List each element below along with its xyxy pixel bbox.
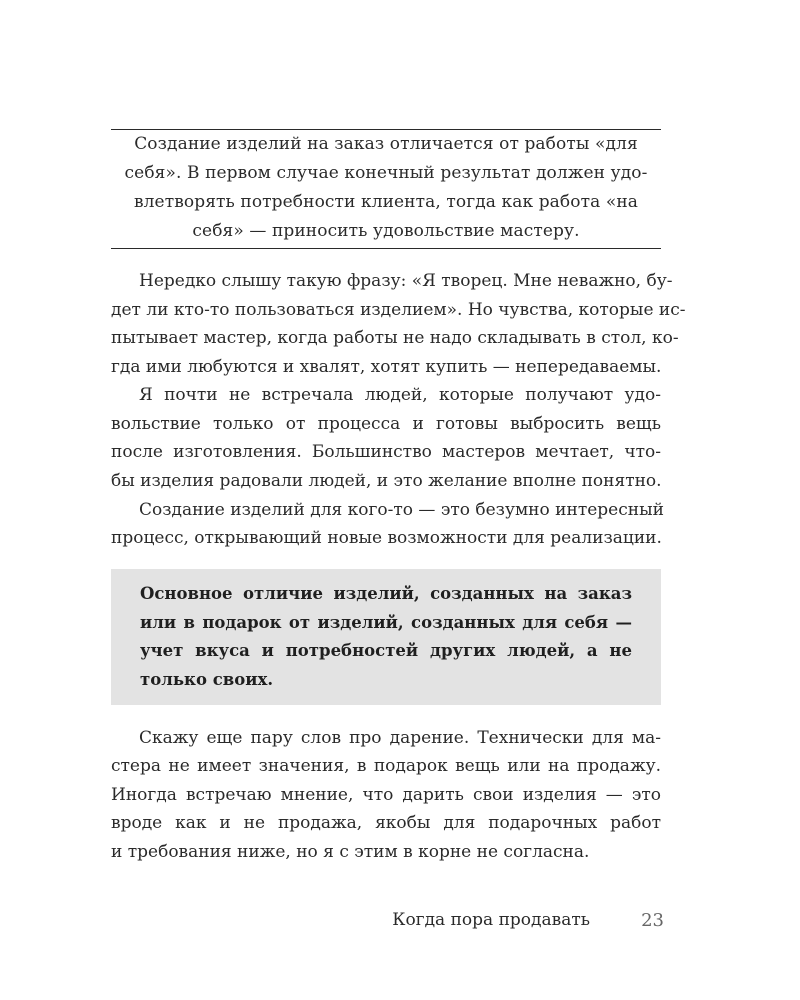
paragraph-line: Иногда встречаю мнение, что дарить свои изделия — это: [111, 785, 661, 805]
paragraph-line: Я почти не встречала людей, которые получают удо-: [139, 385, 661, 405]
paragraph-line: бы изделия радовали людей, и это желание вполне понятно.: [111, 471, 662, 491]
highlight-line: только своих.: [140, 670, 274, 689]
paragraph-line: гда ими любуются и хвалят, хотят купить — непередаваемы.: [111, 357, 662, 377]
pull-quote-line: себя» — приносить удовольствие мастеру.: [192, 221, 580, 241]
paragraph-line: вроде как и не продажа, якобы для подарочных работ: [111, 813, 661, 833]
highlight-line: или в подарок от изделий, созданных для себя —: [140, 613, 632, 632]
pull-quote-line: Создание изделий на заказ отличается от работы «для: [134, 134, 638, 154]
paragraph-line: Создание изделий для кого-то — это безумно интересный: [139, 500, 664, 520]
pull-quote: [111, 129, 661, 249]
highlight-line: Основное отличие изделий, созданных на заказ: [140, 584, 632, 603]
paragraph-line: процесс, открывающий новые возможности для реализации.: [111, 528, 662, 548]
highlight-line: учет вкуса и потребностей других людей, а не: [140, 641, 632, 660]
paragraph-line: после изготовления. Большинство мастеров мечтает, что-: [111, 442, 661, 462]
paragraph-line: Нередко слышу такую фразу: «Я творец. Мне неважно, бу-: [139, 271, 673, 291]
paragraph-line: Скажу еще пару слов про дарение. Технически для ма-: [139, 728, 661, 748]
paragraph-line: вольствие только от процесса и готовы выбросить вещь: [111, 414, 661, 434]
paragraph-line: дет ли кто-то пользоваться изделием». Но чувства, которые ис-: [111, 300, 686, 320]
running-footer-title: Когда пора продавать: [392, 910, 590, 930]
page-number: 23: [641, 910, 664, 931]
highlight-box: [111, 569, 661, 705]
paragraph-line: пытывает мастер, когда работы не надо складывать в стол, ко-: [111, 328, 679, 348]
paragraph-line: и требования ниже, но я с этим в корне не согласна.: [111, 842, 590, 862]
pull-quote-line: себя». В первом случае конечный результат должен удо-: [124, 163, 648, 183]
pull-quote-line: влетворять потребности клиента, тогда как работа «на: [133, 192, 639, 212]
paragraph-line: стера не имеет значения, в подарок вещь или на продажу.: [111, 756, 661, 776]
